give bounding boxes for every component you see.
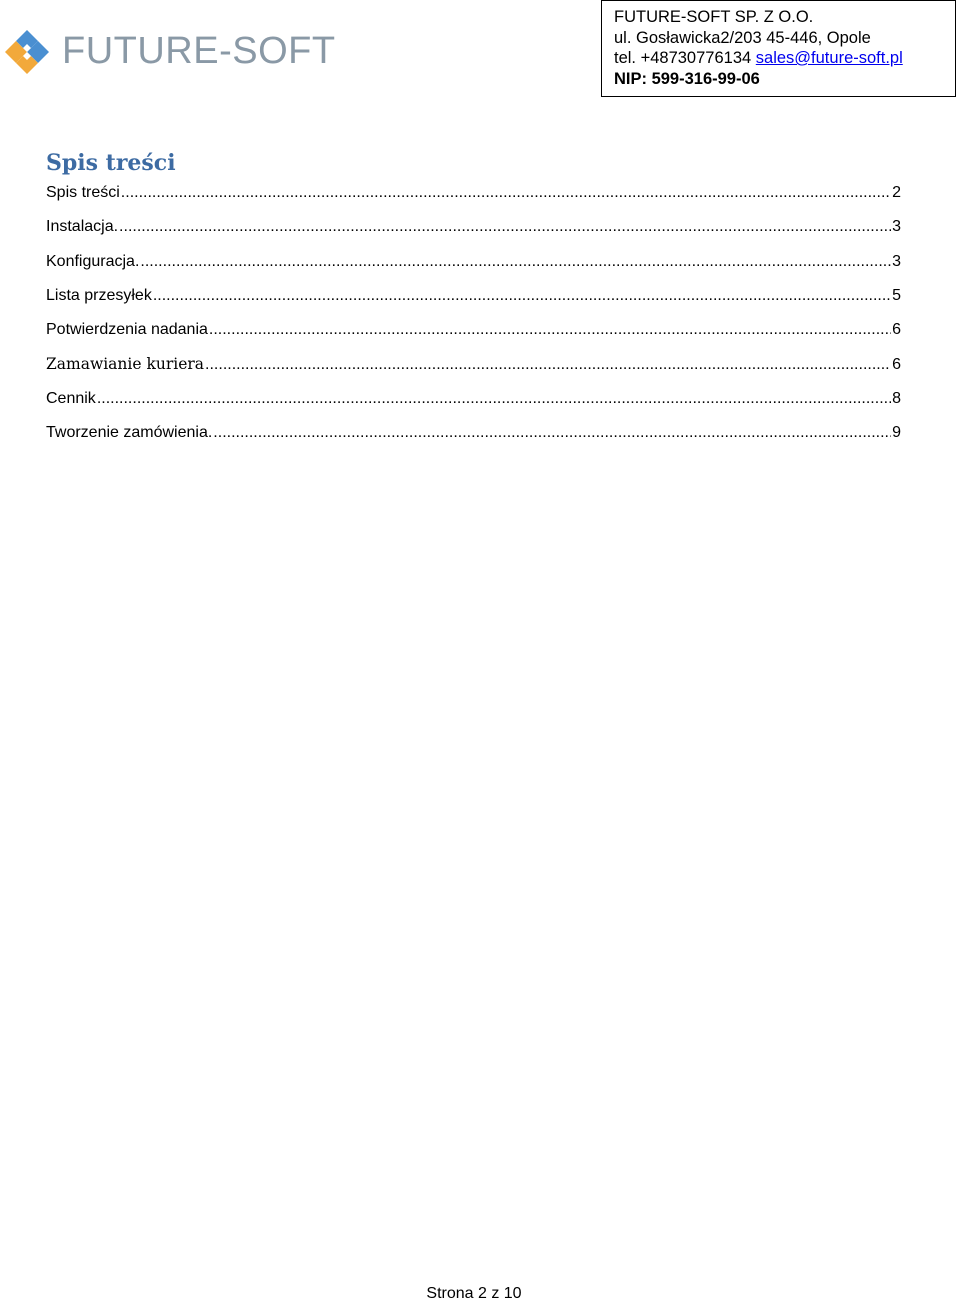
toc-entry-page: 2 [892, 184, 901, 201]
company-name: FUTURE-SOFT SP. Z O.O. [614, 8, 814, 26]
toc-entry-label: Spis treści [46, 184, 120, 201]
toc-entry-label: Lista przesyłek [46, 286, 152, 304]
toc-entry-lista-przesylek[interactable] [46, 285, 901, 319]
company-nip: NIP: 599-316-99-06 [614, 69, 760, 88]
toc-leader-dots [153, 287, 891, 305]
toc-entry-label: Cennik [46, 389, 96, 407]
toc-entry-konfiguracja[interactable] [46, 251, 901, 285]
toc-entry-page: 3 [892, 252, 901, 270]
logo-text: FUTURE-SOFT [62, 30, 336, 72]
toc-entry-spis-tresci[interactable] [46, 182, 901, 216]
toc-entry-label: Tworzenie zamówienia. [46, 424, 213, 442]
toc-entry-label: Instalacja. [46, 218, 119, 236]
toc-entry-page: 3 [892, 218, 901, 236]
toc-entry-label: Konfiguracja. [46, 252, 140, 270]
toc-heading: Spis treści [46, 150, 176, 176]
toc-leader-dots [119, 218, 891, 236]
toc-leader-dots [140, 253, 891, 271]
toc-entry-page: 6 [892, 321, 901, 339]
page-number-footer: Strona 2 z 10 [426, 1285, 522, 1302]
future-soft-logo-icon [4, 28, 50, 74]
toc-entry-cennik[interactable] [46, 388, 901, 422]
toc-leader-dots [97, 390, 891, 408]
company-address: ul. Gosławicka2/203 45-446, Opole [614, 28, 871, 47]
table-of-contents [46, 182, 901, 456]
toc-entry-page: 6 [892, 356, 901, 374]
company-email-link[interactable]: sales@future-soft.pl [755, 49, 903, 67]
toc-entry-page: 9 [892, 424, 901, 442]
company-info-box [601, 0, 956, 97]
toc-entry-tworzenie-zamowienia[interactable] [46, 422, 901, 456]
company-phone: tel. +48730776134 [614, 49, 752, 67]
toc-entry-label: Potwierdzenia nadania [46, 321, 208, 339]
company-logo [4, 24, 336, 78]
toc-entry-zamawianie-kuriera[interactable] [46, 353, 901, 387]
toc-entry-page: 8 [892, 389, 901, 407]
toc-entry-page: 5 [892, 286, 901, 304]
toc-entry-label: Zamawianie kuriera [46, 355, 205, 374]
toc-leader-dots [209, 321, 891, 339]
toc-leader-dots [121, 184, 891, 202]
toc-entry-potwierdzenia-nadania[interactable] [46, 319, 901, 353]
company-contact [614, 48, 955, 69]
toc-leader-dots [205, 356, 891, 374]
toc-entry-instalacja[interactable] [46, 216, 901, 250]
toc-leader-dots [213, 424, 891, 442]
